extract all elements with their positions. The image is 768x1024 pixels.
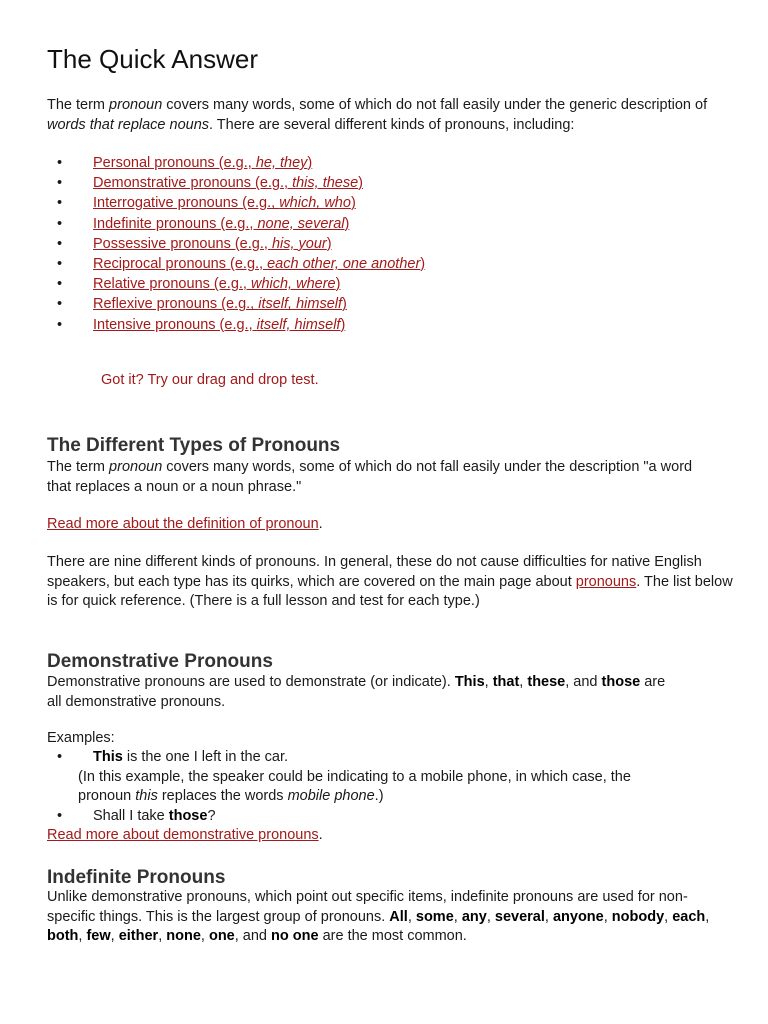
- bold-term: that: [492, 674, 520, 690]
- demonstrative-pronouns-link[interactable]: Read more about demonstrative pronouns: [47, 827, 319, 843]
- text-run: are the most common.: [318, 928, 467, 944]
- text-run: ,: [484, 674, 493, 690]
- text-run: ,: [110, 928, 119, 944]
- text-run: , and: [234, 928, 272, 944]
- link-close: ): [420, 256, 426, 273]
- text-run: Unlike demonstrative pronouns, which point out specific items, indefinite pronouns are used for non-specific things. This is the largest group of pronouns.: [47, 889, 688, 925]
- pronoun-type-item: [47, 153, 734, 173]
- demonstrative-link-line: [47, 826, 734, 846]
- example-item: [47, 807, 686, 827]
- pronoun-type-item: [47, 274, 734, 294]
- pronoun-type-item: [47, 294, 734, 314]
- link-label: Personal pronouns (e.g.,: [93, 155, 256, 171]
- text-run: The term: [47, 97, 110, 113]
- link-label: Indefinite pronouns (e.g.,: [93, 215, 258, 232]
- pronoun-type-link[interactable]: [93, 216, 349, 232]
- example-1-text: [93, 749, 288, 765]
- text-run: ,: [664, 908, 673, 925]
- pronoun-type-link[interactable]: [93, 195, 356, 211]
- definition-link-line: [47, 515, 734, 535]
- pronouns-page-link[interactable]: pronouns: [575, 573, 637, 590]
- pronoun-type-link[interactable]: [93, 296, 347, 312]
- link-examples: itself, himself: [258, 296, 343, 313]
- demonstrative-examples: [47, 748, 686, 826]
- pronoun-type-link[interactable]: [93, 317, 345, 333]
- italic-term: mobile phone: [287, 788, 375, 804]
- page-title: The Quick Answer: [47, 44, 258, 74]
- text-run: ,: [200, 928, 209, 944]
- link-examples: itself, himself: [256, 316, 341, 333]
- definition-of-pronoun-link[interactable]: Read more about the definition of pronoun: [47, 516, 319, 532]
- bold-term: All: [389, 908, 408, 925]
- pronoun-type-item: [47, 173, 734, 193]
- bold-term: both: [47, 928, 79, 944]
- text-run: are all demonstrative pronouns.: [47, 674, 666, 710]
- link-close: ): [335, 276, 341, 293]
- bullet: •: [57, 316, 63, 333]
- bold-term: any: [461, 908, 487, 925]
- pronoun-type-link[interactable]: [93, 236, 332, 252]
- pronoun-type-item: [47, 315, 734, 335]
- text-run: . The list below is for quick reference. (There is a full lesson and test for each type.): [47, 573, 733, 609]
- pronoun-type-link[interactable]: [93, 175, 363, 191]
- link-close: ): [340, 316, 346, 333]
- link-close: ): [358, 175, 364, 192]
- italic-term: pronoun: [109, 459, 163, 475]
- bold-term: either: [118, 928, 159, 944]
- text-run: .): [374, 788, 384, 804]
- link-label: Reflexive pronouns (e.g.,: [93, 296, 259, 313]
- indefinite-heading: Indefinite Pronouns: [47, 867, 226, 888]
- text-run: The term: [47, 459, 110, 475]
- bold-term: these: [527, 674, 566, 690]
- bold-term: each: [672, 908, 706, 925]
- link-label: Reciprocal pronouns (e.g.,: [93, 256, 268, 273]
- pronoun-type-item: [47, 254, 734, 274]
- text-run: . There are several different kinds of pronouns, including:: [209, 116, 575, 133]
- text-run: Demonstrative pronouns are used to demonstrate (or indicate).: [47, 674, 455, 690]
- demonstrative-heading: Demonstrative Pronouns: [47, 651, 273, 672]
- link-examples: this, these: [292, 175, 359, 192]
- link-examples: which, who: [279, 195, 351, 212]
- text-run: ,: [705, 908, 710, 925]
- bullet: •: [57, 276, 63, 293]
- demonstrative-link-period: .: [318, 827, 323, 843]
- link-close: ): [344, 215, 350, 232]
- link-examples: none, several: [257, 215, 345, 232]
- text-run: ,: [407, 908, 416, 925]
- text-run: There are nine different kinds of pronouns. In general, these do not cause difficulties for native English speakers, but each type has its quirks, which are covered on the main page about: [47, 554, 702, 590]
- text-run: ,: [78, 928, 87, 944]
- types-heading: The Different Types of Pronouns: [47, 435, 341, 456]
- text-run: is the one I left in the car.: [122, 749, 289, 765]
- text-run: ,: [544, 908, 553, 925]
- link-close: ): [342, 296, 347, 313]
- nine-kinds-paragraph: [47, 553, 736, 612]
- indefinite-description: [47, 888, 720, 947]
- bold-term: This: [93, 749, 123, 765]
- link-close: ): [350, 195, 356, 212]
- text-run: ,: [158, 928, 167, 944]
- bold-term: some: [415, 908, 454, 925]
- text-run: (In this example, the speaker could be indicating to a mobile phone, in which case, the pronoun: [78, 768, 631, 804]
- bullet: •: [57, 807, 63, 824]
- example-item: [47, 748, 686, 807]
- bullet: •: [57, 195, 63, 212]
- link-examples: he, they: [255, 155, 308, 171]
- pronoun-type-item: [47, 193, 734, 213]
- example-1-note: [78, 768, 686, 807]
- bold-term: those: [601, 674, 641, 690]
- text-run: ,: [486, 908, 495, 925]
- bullet: •: [57, 155, 63, 171]
- bullet: •: [57, 235, 63, 252]
- link-close: ): [326, 235, 332, 252]
- pronoun-type-item: [47, 234, 734, 254]
- bold-term: few: [86, 928, 111, 944]
- italic-term: this: [135, 788, 158, 804]
- demonstrative-description: [47, 673, 680, 712]
- text-run: covers many words, some of which do not fall easily under the generic description of: [162, 97, 708, 113]
- definition-link-period: .: [318, 516, 323, 532]
- link-label: Interrogative pronouns (e.g.,: [93, 195, 280, 212]
- link-close: ): [307, 155, 313, 171]
- drag-drop-test-prompt[interactable]: Got it? Try our drag and drop test.: [101, 372, 319, 388]
- link-examples: his, your: [271, 235, 327, 252]
- bullet: •: [57, 175, 63, 192]
- bold-term: This: [454, 674, 485, 690]
- link-label: Relative pronouns (e.g.,: [93, 276, 251, 293]
- bold-term: no one: [271, 928, 319, 944]
- italic-term: pronoun: [109, 97, 163, 113]
- example-2-text: [93, 808, 216, 824]
- examples-label: Examples:: [47, 730, 115, 746]
- pronoun-type-list: [47, 153, 734, 335]
- text-run: , and: [565, 674, 602, 690]
- got-it-text: [101, 371, 734, 391]
- link-label: Intensive pronouns (e.g.,: [93, 316, 257, 333]
- link-examples: which, where: [250, 276, 336, 293]
- pronoun-type-link[interactable]: [93, 256, 425, 272]
- text-run: Shall I take: [93, 807, 169, 824]
- quick-intro: [47, 96, 708, 135]
- link-label: Possessive pronouns (e.g.,: [93, 235, 272, 252]
- text-run: ,: [603, 908, 612, 925]
- bold-term: one: [208, 928, 235, 944]
- pronoun-type-link[interactable]: [93, 155, 312, 171]
- bold-term: several: [494, 908, 545, 925]
- bold-term: nobody: [611, 908, 665, 925]
- bullet: •: [57, 296, 63, 313]
- bullet: •: [57, 256, 63, 273]
- italic-term: words that replace nouns: [47, 116, 210, 133]
- text-run: ,: [453, 908, 462, 925]
- text-run: ?: [207, 807, 216, 824]
- link-examples: each other, one another: [267, 256, 421, 273]
- text-run: replaces the words: [157, 788, 288, 804]
- bullet: •: [57, 215, 63, 232]
- text-run: ,: [519, 674, 528, 690]
- pronoun-type-link[interactable]: [93, 276, 340, 292]
- bold-term: anyone: [552, 908, 604, 925]
- bullet: •: [57, 749, 63, 765]
- text-run: covers many words, some of which do not fall easily under the description "a word that replaces a noun or a noun phrase.": [47, 459, 693, 495]
- pronoun-type-item: [47, 214, 734, 234]
- bold-term: none: [166, 928, 201, 944]
- types-intro: [47, 458, 696, 497]
- bold-term: those: [168, 807, 208, 824]
- link-label: Demonstrative pronouns (e.g.,: [93, 175, 293, 192]
